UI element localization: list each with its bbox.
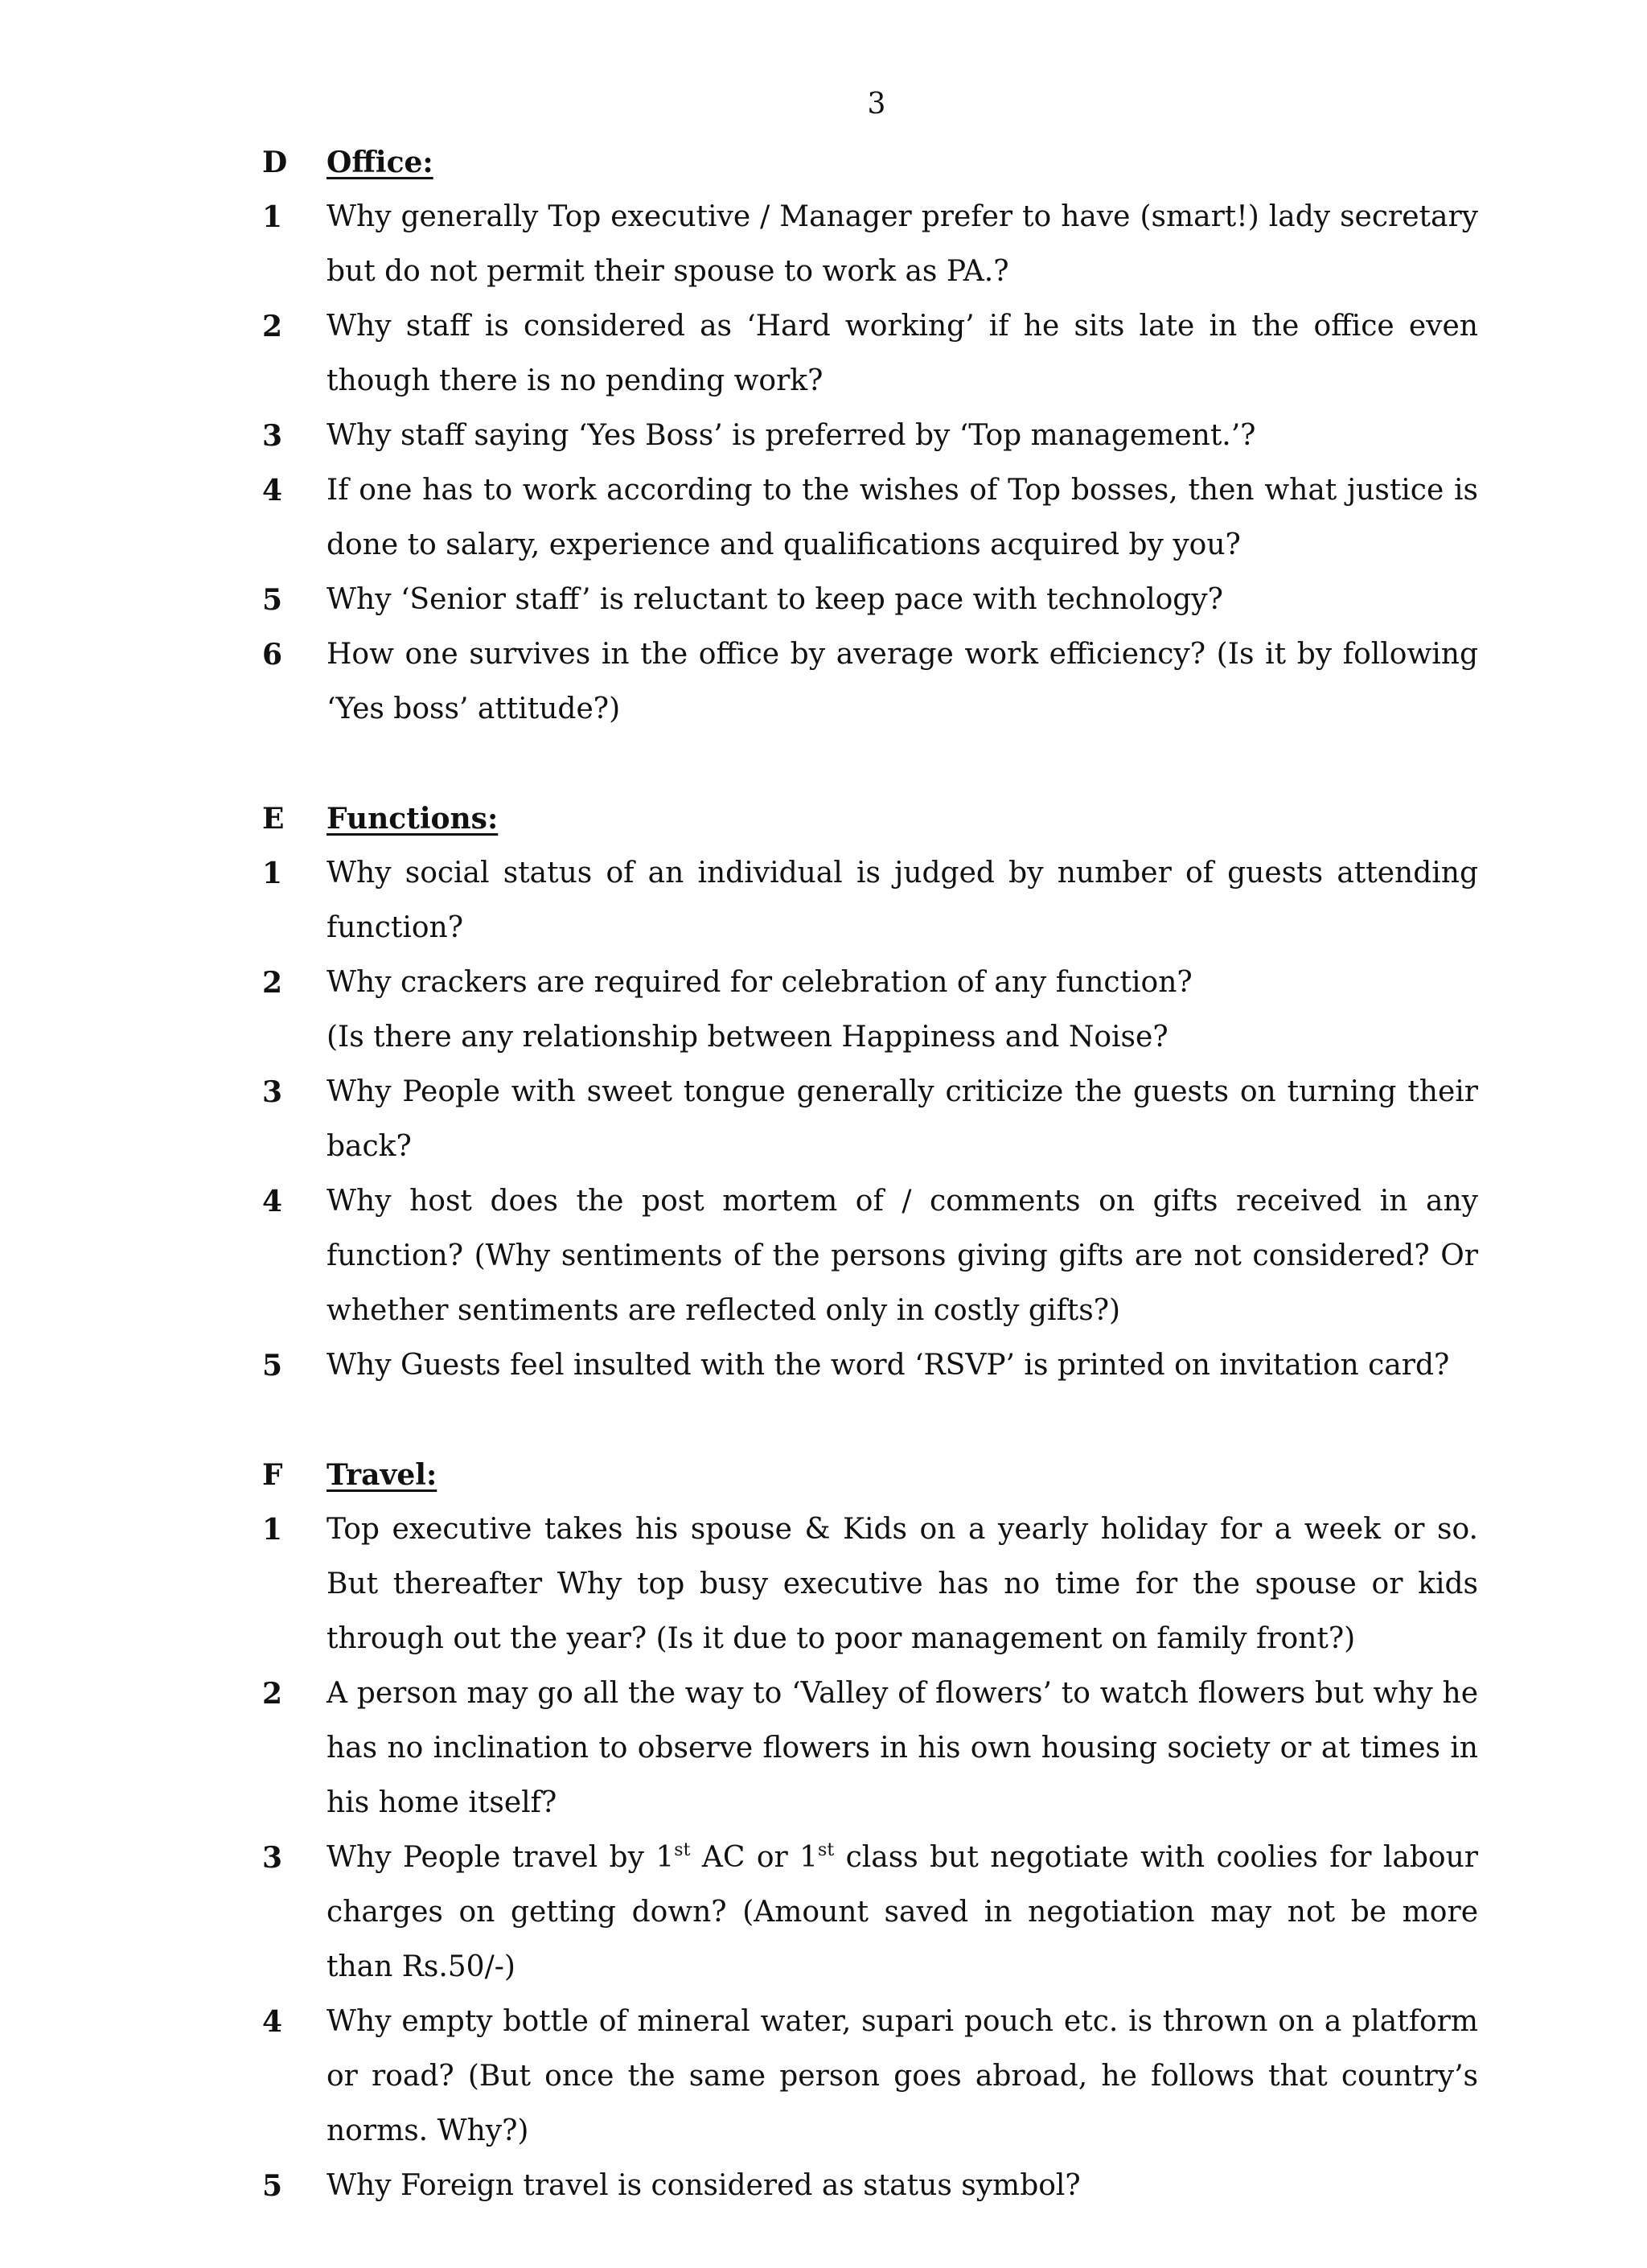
item-text: Why empty bottle of mineral water, supari pouch etc. is thrown on a platform or road? (But once the same person goes abroad, he follows that country’s norms. Why?) — [327, 2005, 1478, 2147]
item-text: Why staff saying ‘Yes Boss’ is preferred by ‘Top management.’? — [327, 419, 1256, 452]
list-item — [262, 846, 1478, 955]
list-item — [262, 1174, 1478, 1338]
list-item — [262, 190, 1478, 299]
item-number: 1 — [262, 200, 283, 234]
list-item — [262, 409, 1478, 463]
section-heading — [262, 135, 1478, 190]
section-travel — [262, 1448, 1478, 2213]
section-heading — [262, 791, 1478, 846]
item-text-part: AC or 1 — [690, 1841, 819, 1874]
item-number: 3 — [262, 1841, 283, 1875]
item-text: Why ‘Senior staff’ is reluctant to keep pace with technology? — [327, 583, 1223, 616]
item-number: 5 — [262, 1349, 283, 1383]
page-number: 3 — [867, 88, 886, 121]
list-item — [262, 955, 1478, 1065]
item-number: 4 — [262, 474, 283, 507]
list-item — [262, 1502, 1478, 1666]
item-text-part: Why People travel by 1 — [327, 1841, 675, 1874]
section-letter: E — [262, 802, 285, 836]
ordinal-superscript: st — [818, 1840, 835, 1860]
item-text-wrapper — [327, 955, 1478, 1065]
item-text-part: class but negotiate with coolies for labour charges on getting down? (Amount saved in negotiation may not be more than Rs.50/-) — [327, 1841, 1478, 1983]
item-text: A person may go all the way to ‘Valley of flowers’ to watch flowers but why he has no inclination to observe flowers in his own housing society or at times in his home itself? — [327, 1677, 1478, 1819]
item-text: Why People with sweet tongue generally criticize the guests on turning their back? — [327, 1075, 1478, 1163]
item-number: 4 — [262, 1185, 283, 1218]
item-number: 4 — [262, 2005, 283, 2039]
section-office — [262, 135, 1478, 737]
item-text: Why host does the post mortem of / comments on gifts received in any function? (Why sentiments of the persons giving gifts are not considered? Or whether sentiments are reflected only in costly gifts?) — [327, 1185, 1478, 1327]
section-functions — [262, 791, 1478, 1393]
item-number: 2 — [262, 966, 283, 1000]
list-item — [262, 299, 1478, 409]
item-text: Top executive takes his spouse & Kids on a yearly holiday for a week or so. But thereafter Why top busy executive has no time for the spouse or kids through out the year? (Is it due to poor management on family front?) — [327, 1513, 1478, 1655]
section-title: Office: — [327, 146, 433, 179]
section-letter: D — [262, 146, 288, 179]
item-text: Why staff is considered as ‘Hard working’ if he sits late in the office even though there is no pending work? — [327, 310, 1478, 397]
item-number: 5 — [262, 583, 283, 617]
item-number: 6 — [262, 638, 283, 672]
document-body — [262, 135, 1478, 2268]
item-text — [327, 1830, 1478, 1995]
item-text: Why Guests feel insulted with the word ‘RSVP’ is printed on invitation card? — [327, 1349, 1450, 1382]
item-text: Why Foreign travel is considered as status symbol? — [327, 2169, 1081, 2202]
item-number: 5 — [262, 2169, 283, 2203]
section-title: Functions: — [327, 802, 499, 836]
item-number: 1 — [262, 1513, 283, 1547]
section-heading — [262, 1448, 1478, 1502]
item-number: 2 — [262, 1677, 283, 1711]
list-item — [262, 2159, 1478, 2213]
list-item — [262, 1338, 1478, 1393]
item-number: 3 — [262, 419, 283, 453]
item-number: 3 — [262, 1075, 283, 1109]
item-text: Why generally Top executive / Manager prefer to have (smart!) lady secretary but do not permit their spouse to work as PA.? — [327, 200, 1478, 288]
list-item — [262, 1666, 1478, 1830]
item-text-continuation: (Is there any relationship between Happiness and Noise? — [327, 1021, 1169, 1054]
item-number: 2 — [262, 310, 283, 343]
item-text: Why crackers are required for celebration of any function? — [327, 966, 1193, 999]
list-item — [262, 627, 1478, 737]
list-item — [262, 1995, 1478, 2159]
section-letter: F — [262, 1458, 283, 1492]
list-item — [262, 463, 1478, 573]
list-item — [262, 1065, 1478, 1174]
list-item — [262, 1830, 1478, 1995]
item-text: How one survives in the office by average work efficiency? (Is it by following ‘Yes boss’ attitude?) — [327, 638, 1478, 725]
item-text: Why social status of an individual is judged by number of guests attending function? — [327, 857, 1478, 944]
item-text: If one has to work according to the wishes of Top bosses, then what justice is done to salary, experience and qualifications acquired by you? — [327, 474, 1478, 561]
item-number: 1 — [262, 857, 283, 890]
list-item — [262, 573, 1478, 627]
section-title: Travel: — [327, 1458, 437, 1492]
ordinal-superscript: st — [674, 1840, 691, 1860]
